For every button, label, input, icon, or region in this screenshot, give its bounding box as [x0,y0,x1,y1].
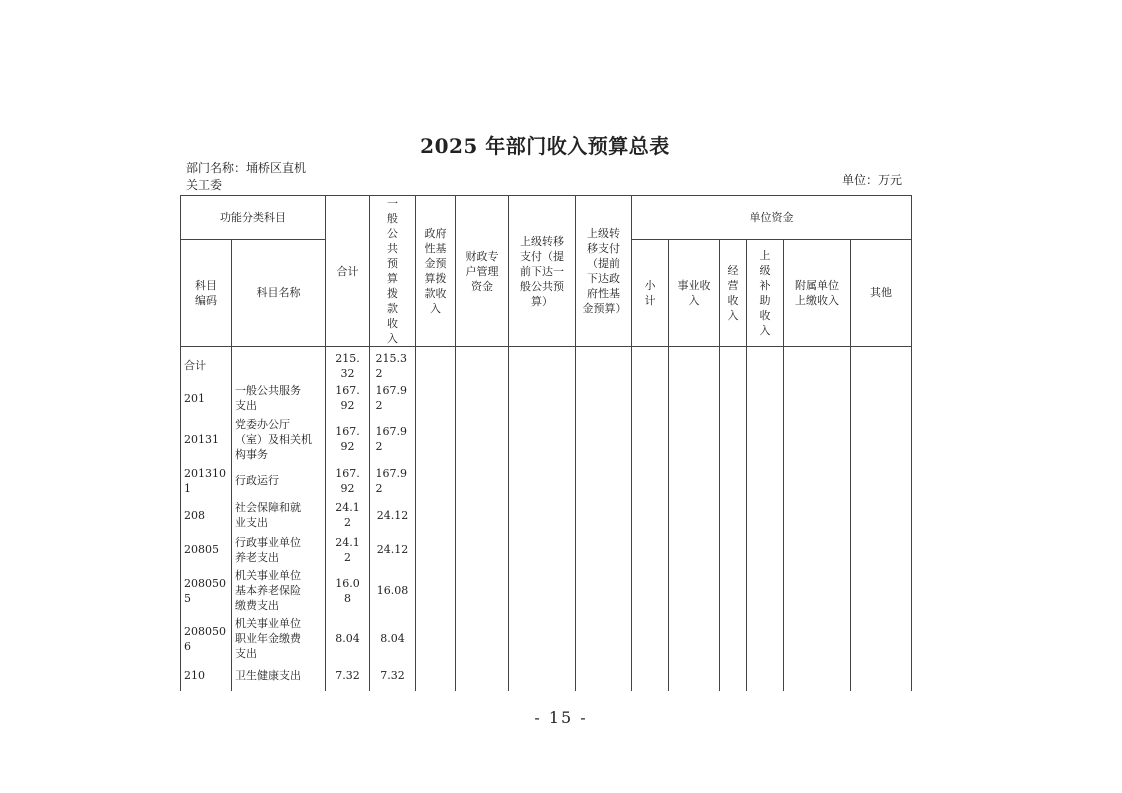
row-code: 20805 [181,532,232,567]
table-row [181,416,912,464]
row-total: 24.12 [326,498,370,533]
row-code: 208 [181,498,232,533]
header-total: 合计 [326,196,370,347]
header-transfer-fund: 上级转移支付（提前下达政府性基金预算） [576,196,632,347]
row-name [232,347,326,382]
header-fiscal-special: 财政专户管理资金 [456,196,509,347]
table-row [181,463,912,498]
row-general: 215.32 [370,347,416,382]
header-gov-fund: 政府性基金预算拨款收入 [416,196,456,347]
row-total: 167.92 [326,416,370,464]
row-total: 7.32 [326,662,370,691]
row-code: 201 [181,381,232,416]
header-subtotal: 小计 [632,239,669,346]
row-code: 2080506 [181,615,232,663]
table-row [181,662,912,691]
table-row [181,615,912,663]
row-code: 20131 [181,416,232,464]
header-code: 科目编码 [181,239,232,346]
row-name: 党委办公厅（室）及相关机构事务 [232,416,326,464]
page-title: 2025 年部门收入预算总表 [420,134,670,158]
row-general: 24.12 [370,498,416,533]
page-number: - 15 - [534,708,588,727]
row-general: 167.92 [370,463,416,498]
unit-label: 单位：万元 [841,173,902,187]
row-general: 7.32 [370,662,416,691]
department-name-line1: 部门名称：埇桥区直机 [186,161,307,175]
row-general: 16.08 [370,567,416,615]
row-code: 2013101 [181,463,232,498]
row-name: 机关事业单位职业年金缴费支出 [232,615,326,663]
row-total: 8.04 [326,615,370,663]
header-name: 科目名称 [232,239,326,346]
row-general: 8.04 [370,615,416,663]
header-func-class: 功能分类科目 [181,196,326,240]
row-name: 社会保障和就业支出 [232,498,326,533]
header-unit-funds: 单位资金 [632,196,912,240]
row-total: 215.32 [326,347,370,382]
table-row [181,532,912,567]
header-business-income: 事业收入 [669,239,720,346]
row-general: 24.12 [370,532,416,567]
budget-table [180,195,912,691]
header-transfer-general: 上级转移支付（提前下达一般公共预算） [509,196,576,347]
table-row [181,498,912,533]
table-row [181,381,912,416]
table-row [181,567,912,615]
row-name: 机关事业单位基本养老保险缴费支出 [232,567,326,615]
row-total: 167.92 [326,463,370,498]
row-general: 167.92 [370,381,416,416]
row-code: 210 [181,662,232,691]
row-name: 一般公共服务支出 [232,381,326,416]
row-code: 合计 [181,347,232,382]
header-operating-income: 经营收入 [720,239,747,346]
header-affiliated-income: 附属单位上缴收入 [784,239,851,346]
row-name: 行政运行 [232,463,326,498]
header-general-budget: 一般公共预算拨款收入 [370,196,416,347]
row-code: 2080505 [181,567,232,615]
row-total: 16.08 [326,567,370,615]
row-total: 24.12 [326,532,370,567]
department-name [186,160,306,194]
row-total: 167.92 [326,381,370,416]
row-general: 167.92 [370,416,416,464]
row-name: 行政事业单位养老支出 [232,532,326,567]
table-row [181,347,912,382]
header-other: 其他 [851,239,912,346]
department-name-line2: 关工委 [186,178,223,192]
row-name: 卫生健康支出 [232,662,326,691]
header-subsidy-income: 上级补助收入 [747,239,784,346]
